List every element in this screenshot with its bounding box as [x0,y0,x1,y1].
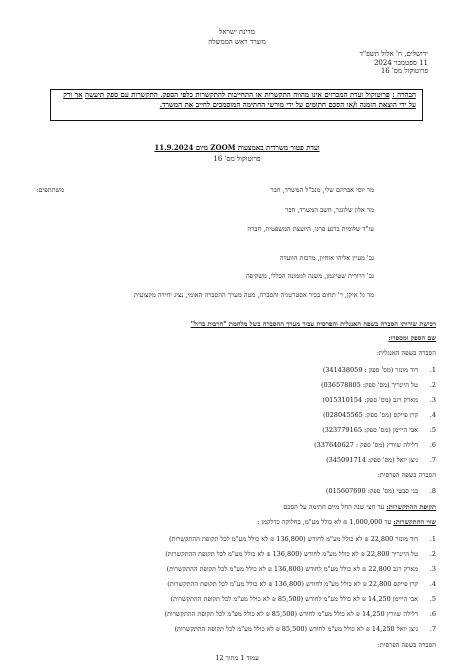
page-footer: עמוד 1 מתוך 12 [215,654,259,662]
gregorian-date: 11 ספטמבר 2024 [373,59,428,67]
participant-item: מר אלון שלונגר, חשב המשרד, חבר [285,206,374,214]
participants-label: משתתפים: [36,186,64,194]
list-number: 1. [429,535,436,543]
list-number: 6. [429,441,436,449]
list-number: 6. [429,610,436,618]
list-number: 2. [429,550,436,558]
list-number: 4. [429,411,436,419]
supplier-item: ניצן יואל (מס' ספק: 345091714) [326,456,418,464]
participant-item: עו"ד שלומית ברנע פרגו, היועצת המשפטית, חברה [247,225,374,233]
header-state: מדינת ישראל [219,28,255,36]
participant-item: גב' דרורית שטיינמן, משנה לממונה הכללי, משקיפה [245,272,374,280]
value-label: שווי ההתקשרות: [393,518,436,526]
notice-text-1: פרוטוקול ועדת המכרזים אינו מהווה התקשרות או התחייבות להתקשרות כלפי הספק. התקשרות עם ספק תיעשה [85,90,390,99]
supplier-item: אבי הייימן (מס' ספק: 323779165) [322,426,418,434]
value-item: ניצן יואל 14,250 ₪ לא כולל מע"מ לחודש (85,500 ₪ לא כולל מע"מ לכל תקופת ההתקשרות) [174,625,418,633]
supplier-item: קרן פייקס (מס' ספק: 028045565) [322,411,418,419]
notice-text-2: על ידי הוצאת הזמנה ו/או הסכם חתומים על ידי מורשי החתימה המוסמכים לחייב את המשרד. [159,100,416,109]
notice-prefix: הבהרה : [392,90,416,99]
persian-label: הסברה בשפה הפרסית: [377,471,436,479]
committee-subtitle: פרוטוקול מס' 16 [213,155,261,163]
period-label: תקופת ההתקשרות: [386,503,436,511]
supplier-item: דלילה שוורץ (מס' ספק : 337640627) [314,441,418,449]
clarification-notice [50,89,423,121]
supplier-item: טל היינריך (מס' ספק: 036578805) [320,381,418,389]
period-text: עד חצי שנה החל מיום חתימה על הסכם [283,503,385,511]
list-number: 7. [429,456,436,464]
value-row [257,518,436,526]
persian-label-2: הסברה בשפה הפרסית: [377,641,436,649]
list-number: 3. [429,565,436,573]
value-item: קרן פייקס 22,800 ₪ לא כולל מע"מ לחודש (136,800 ₪ לא כולל מע"מ לכל תקופת ההתקשרות) [167,580,418,588]
list-number: 3. [429,396,436,404]
participant-item: גב' מעיין אליהו אוחיון, מרכזת הוועדה [279,254,374,262]
supplier-item: בני סבטי (מס' ספק: 015607690) [325,487,418,495]
value-text: עד 1,000,000 ₪ לא כולל מע"מ, בחלוקה כדלקמן : [257,518,392,526]
participant-item: מר גל איקן, ר' תחום בכיר אסטרטגיה והסברה, מטה מערך ההסברה האומי, נציג יחידה מקצועית [134,291,374,299]
value-item: דלילה שוורץ 14,250 ₪ לא כולל מע"מ לחודש (85,500 ₪ לא כולל מע"מ לכל תקופת ההתקשרות) [164,610,418,618]
list-number: 5. [429,595,436,603]
list-number: 1. [429,366,436,374]
participant-item: מר יוסי אברהם שלי, מנכ"ל המשרד, חבר [270,186,374,194]
suppliers-label: שם הספק ומספרו: [388,334,436,342]
header-office: משרד ראש הממשלה [208,38,266,46]
list-number: 2. [429,381,436,389]
committee-title: ועדת פטור משרדית באמצעות ZOOM מיום 11.9.2024 [154,143,320,152]
section-title: רכישת שירותי הסברה בשפה האנגלית והפרסית עבור מערך ההסברה בשל מלחמת "חרבות ברזל" [190,320,436,328]
value-item: טל היינריך 22,800 ₪ לא כולל מע"מ לחודש (136,800 ₪ לא כולל מע"מ לכל תקופת ההתקשרות) [165,550,418,558]
list-number: 5. [429,426,436,434]
notice-emphasis: אך ורק [63,90,83,99]
list-number: 4. [429,580,436,588]
value-item: מארק רגב 22,800 ₪ לא כולל מע"מ לחודש (136,800 ₪ לא כולל מע"מ לכל תקופת ההתקשרות) [166,565,418,573]
value-item: דוד מונזר 22,800 ₪ לא כולל מע"מ לחודש (136,800 ₪ לא כולל מע"מ לכל תקופת ההתקשרות) [169,535,418,543]
supplier-item: דוד מונזר (מס' ספק : 341438059) [322,366,418,374]
value-item: אבי הייימן 14,250 ₪ לא כולל מע"מ לחודש (85,500 ₪ לא כולל מע"מ לכל תקופת ההתקשרות) [170,595,418,603]
supplier-item: מארק רגב (מס' ספק: 015310154) [322,396,418,404]
list-number: 8. [429,487,436,495]
protocol-number: פרוטוקול מס' 16 [380,67,428,75]
english-label: הסברה בשפה האנגלית: [376,349,436,357]
list-number: 7. [429,625,436,633]
hebrew-date: ירושלים, ח' אלול תשפ"ד [359,50,428,58]
period-row [283,503,436,511]
